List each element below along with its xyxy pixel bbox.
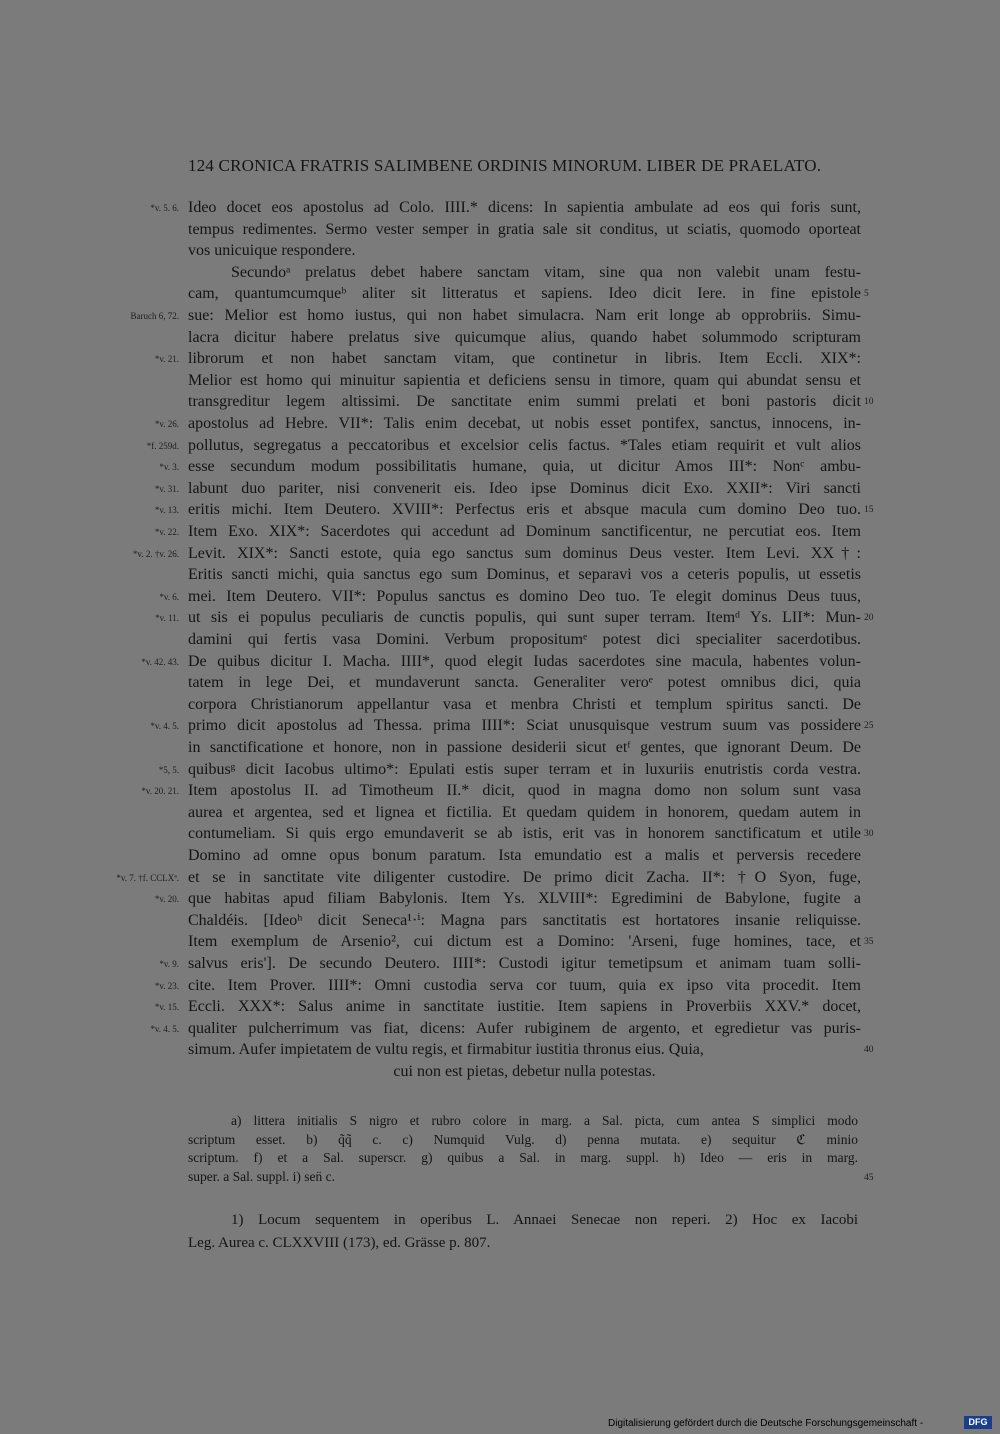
text-line: apostolus ad Hebre. VII*: Talis enim decebat, ut nobis esset pontifex, sanctus, innocens, in- — [188, 415, 861, 432]
text-line: Item exemplum de Arsenio², cui dictum est a Domino: 'Arseni, fuge homines, tace, et — [188, 933, 861, 951]
text-line: esse secundum modum possibilitatis humane, quia, ut dicitur Amos III*: Nonᶜ ambu- — [188, 458, 861, 476]
text-line: damini qui fertis vasa Domini. Verbum propositumᵉ potest dici specialiter sacerdotibus. — [188, 631, 861, 648]
margin-reference: *v. 2. †v. 26. — [132, 548, 179, 559]
text-line: Domino ad omne opus bonum paratum. Ista emundatio est a malis et perversis recedere — [188, 847, 861, 864]
footnote: Leg. Aurea c. CLXXVIII (173), ed. Grässe p. 807. — [188, 1235, 491, 1251]
margin-reference: *v. 42. 43. — [141, 656, 179, 667]
text-line: Secundoᵃ prelatus debet habere sanctam vitam, sine qua non valebit unam festu- — [231, 263, 861, 281]
text-line: librorum et non habet sanctam vitam, que continetur in libris. Item Eccli. XIX*: — [188, 350, 861, 368]
margin-reference: *v. 20. — [154, 894, 179, 905]
text-line: corpora Christianorum appellantur vasa et menbra Christi et templum spiritus sancti. De — [188, 695, 861, 713]
text-line: primo dicit apostolus ad Thessa. prima IIII*: Sciat unusquisque vestrum suum vas possidere — [188, 717, 861, 735]
margin-reference: *5, 5. — [158, 764, 179, 775]
text-line: cui non est pietas, debetur nulla potestas. — [393, 1063, 656, 1080]
text-line: Chaldéis. [Ideoʰ dicit Seneca¹·ⁱ: Magna pars sanctitatis est hortatores insanie reliquisse. — [188, 911, 861, 929]
text-line: contumeliam. Si quis ergo emundaverit se ab istis, erit vas in honorem sanctificatum et utile — [188, 825, 861, 843]
line-number: 10 — [864, 397, 874, 408]
text-line: Ideo docet eos apostolus ad Colo. IIII.* dicens: In sapientia ambulate ad eos qui foris sunt, — [188, 199, 861, 216]
margin-reference: *v. 31. — [154, 483, 179, 494]
text-line: salvus eris']. De secundo Deutero. IIII*: Custodi igitur temetipsum et animam tuam solli- — [188, 955, 861, 972]
text-line: quibusᵍ dicit Iacobus ultimo*: Epulati estis super terram et in luxuriis enutristis corda vestra. — [188, 760, 861, 778]
text-line: aurea et argentea, sed et lignea et fictilia. Et quedam quidem in honorem, quedam autem in — [188, 803, 861, 821]
credit-line: Digitalisierung gefördert durch die Deutsche Forschungsgemeinschaft - — [608, 1418, 924, 1429]
apparatus-line: scriptum esset. b) q̃q̃ c. c) Numquid Vulg. d) penna mutata. e) sequitur ℭ minio — [188, 1131, 858, 1147]
text-line: in sanctificatione et honore, non in passione desiderii sicut etᶠ gentes, que ignorant Deum. De — [188, 739, 861, 756]
apparatus-line: scriptum. f) et a Sal. superscr. g) quibus a Sal. in marg. suppl. h) Ideo — eris in marg. — [188, 1150, 858, 1165]
text-line: sue: Melior est homo iustus, qui non habet simulacra. Nam erit longe ab opprobriis. Simu- — [188, 307, 861, 324]
text-line: pollutus, segregatus a peccatoribus et excelsior celis factus. *Tales etiam requirit et vult alios — [188, 436, 861, 454]
line-number: 20 — [864, 613, 874, 624]
line-number: 5 — [864, 289, 869, 300]
margin-reference: *v. 7. †f. CCLXª. — [116, 872, 179, 883]
margin-reference: *v. 23. — [154, 980, 179, 991]
text-line: tempus redimentes. Sermo vester semper in gratia sale sit conditus, ut sciatis, quomodo oporteat — [188, 220, 861, 238]
margin-reference: *v. 3. — [159, 462, 179, 473]
text-line: labunt duo pariter, nisi convenerit eis. Ideo ipse Dominus dicit Exo. XXII*: Viri sancti — [188, 479, 861, 497]
margin-reference: *v. 9. — [159, 959, 179, 969]
text-line: qualiter pulcherrimum vas fiat, dicens: Aufer rubiginem de argento, et egredietur vas puris- — [188, 1019, 861, 1037]
text-line: Item Exo. XIX*: Sacerdotes qui accedunt ad Dominum sanctificentur, ne percutiat eos. Item — [188, 523, 861, 540]
text-line: et se in sanctitate vite diligenter custodire. De primo dicit Zacha. II*: †O Syon, fuge, — [188, 868, 861, 886]
text-line: que habitas apud filiam Babylonis. Item Ys. XLVIII*: Egredimini de Babylone, fugite a — [188, 890, 861, 908]
margin-reference: *v. 26. — [154, 419, 179, 429]
line-number: 40 — [864, 1045, 874, 1056]
margin-reference: *v. 11. — [155, 613, 179, 624]
text-line: Melior est homo qui minuitur sapientia et deficiens sensu in timore, quam qui abundat sensu et — [188, 371, 861, 389]
text-line: lacra dicitur habere prelatus sive quicumque alius, quando habet solummodo scripturam — [188, 328, 861, 346]
text-line: Item apostolus II. ad Timotheum II.* dicit, quod in magna domo non solum sunt vasa — [188, 782, 861, 800]
line-number: 45 — [864, 1172, 874, 1183]
margin-reference: *v. 4. 5. — [150, 721, 179, 732]
dfg-logo: DFG — [964, 1416, 992, 1429]
footnote: 1) Locum sequentem in operibus L. Annaei Senecae non reperi. 2) Hoc ex Iacobi — [231, 1212, 858, 1228]
line-number: 25 — [864, 721, 874, 732]
text-line: eritis michi. Item Deutero. XVIII*: Perfectus eris et absque macula cum domino Deo tuo. — [188, 501, 861, 519]
apparatus-line: a) littera initialis S nigro et rubro colore in marg. a Sal. picta, cum antea S simplici modo — [231, 1113, 858, 1128]
margin-reference: *v. 15. — [154, 1002, 179, 1013]
line-number: 15 — [864, 505, 874, 516]
margin-reference: *v. 4. 5. — [150, 1023, 179, 1034]
margin-reference: Baruch 6, 72. — [130, 311, 179, 321]
text-line: Eccli. XXX*: Salus anime in sanctitate iustitie. Item sapiens in Proverbiis XXV.* docet, — [188, 998, 861, 1016]
margin-reference: *v. 20. 21. — [141, 786, 179, 797]
margin-reference: *v. 13. — [154, 505, 179, 516]
margin-reference: *v. 6. — [159, 591, 179, 602]
apparatus-line: super. a Sal. suppl. i) sen̈ c. — [188, 1168, 335, 1184]
margin-reference: *v. 22. — [154, 527, 179, 537]
text-line: De quibus dicitur I. Macha. IIII*, quod elegit Iudas sacerdotes sine macula, habentes volun- — [188, 652, 861, 670]
text-line: transgreditur legem altissimi. De sanctitate enim summi prelati et boni pastoris dicit — [188, 393, 861, 411]
margin-reference: *v. 21. — [154, 354, 179, 365]
text-line: vos unicuique respondere. — [188, 242, 356, 260]
text-line: cam, quantumcumqueᵇ aliter sit litteratus et sapiens. Ideo dicit Iere. in fine epistole — [188, 285, 861, 303]
margin-reference: *v. 5. 6. — [150, 203, 179, 213]
text-line: ut sis ei populus peculiaris de cunctis populis, qui sunt super terram. Itemᵈ Ys. LII*: Mun- — [188, 609, 861, 627]
text-line: Eritis sancti michi, quia sanctus ego sum Dominus, et separavi vos a ceteris populis, ut essetis — [188, 566, 861, 584]
text-line: mei. Item Deutero. VII*: Populus sanctus es domino Deo tuo. Te elegit dominus Deus tuus, — [188, 587, 861, 605]
line-number: 30 — [864, 829, 874, 840]
text-line: simum. Aufer impietatem de vultu regis, et firmabitur iustitia thronus eius. Quia, — [188, 1041, 704, 1059]
margin-reference: *f. 259d. — [146, 440, 179, 451]
text-line: cite. Item Prover. IIII*: Omni custodia serva cor tuum, quia ex ipso vita procedit. Item — [188, 976, 861, 994]
line-number: 35 — [864, 937, 874, 948]
running-header: 124 CRONICA FRATRIS SALIMBENE ORDINIS MINORUM. LIBER DE PRAELATO. — [188, 156, 822, 175]
text-line: Levit. XIX*: Sancti estote, quia ego sanctus sum dominus Deus vester. Item Levi. XX†: — [188, 544, 861, 562]
text-line: tatem in lege Dei, et mundaverunt sancta. Generaliter veroᵉ potest omnibus dici, quia — [188, 674, 861, 692]
